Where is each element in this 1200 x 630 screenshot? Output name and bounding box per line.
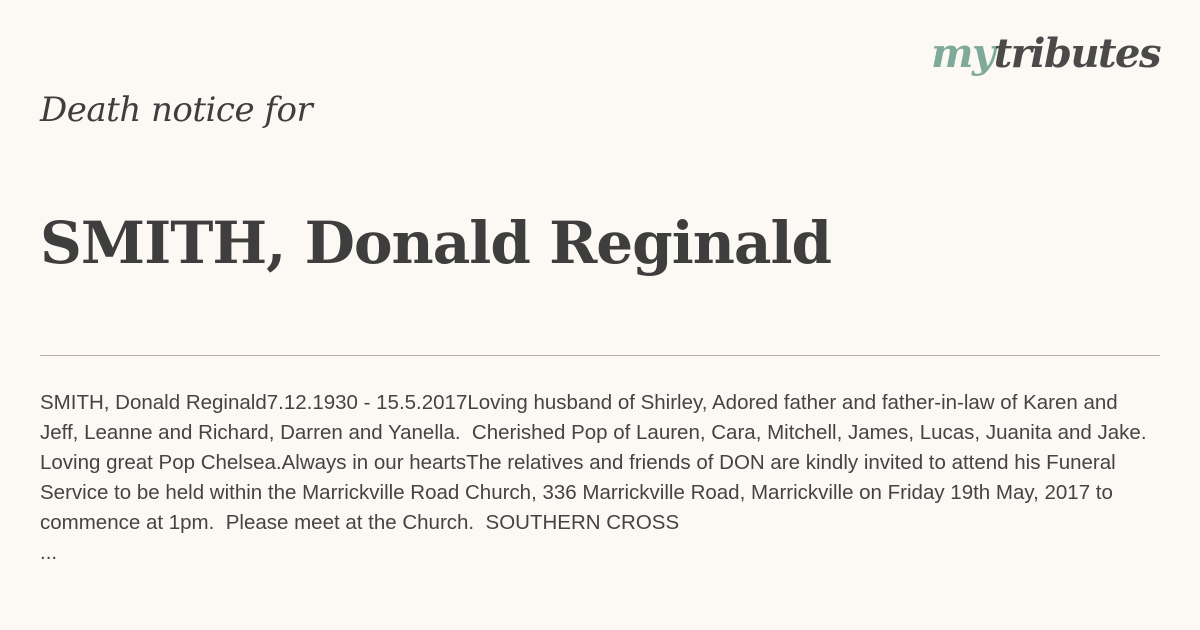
section-divider <box>40 355 1160 356</box>
mytributes-logo[interactable] <box>931 30 1160 77</box>
notice-eyebrow: Death notice for <box>40 90 313 130</box>
notice-ellipsis: ... <box>40 541 58 564</box>
deceased-name: SMITH, Donald Reginald <box>40 209 832 277</box>
logo-prefix: my <box>931 30 994 77</box>
logo-suffix: tributes <box>993 30 1160 77</box>
notice-text: SMITH, Donald Reginald7.12.1930 - 15.5.2017Loving husband of Shirley, Adored father and father-in-law of Karen and Jeff, Leanne and Richard, Darren and Yanella. Cherished Pop of Lauren, Cara, Mitchell, James, Lucas, Juanita and Jake. Loving great Pop Chelsea.Always in our heartsThe relatives and friends of DON are kindly invited to attend his Funeral Service to be held within the Marrickville Road Church, 336 Marrickville Road, Marrickville on Friday 19th May, 2017 to commence at 1pm. Please meet at the Church. SOUTHERN CROSS <box>40 391 1158 534</box>
notice-body <box>40 388 1160 568</box>
